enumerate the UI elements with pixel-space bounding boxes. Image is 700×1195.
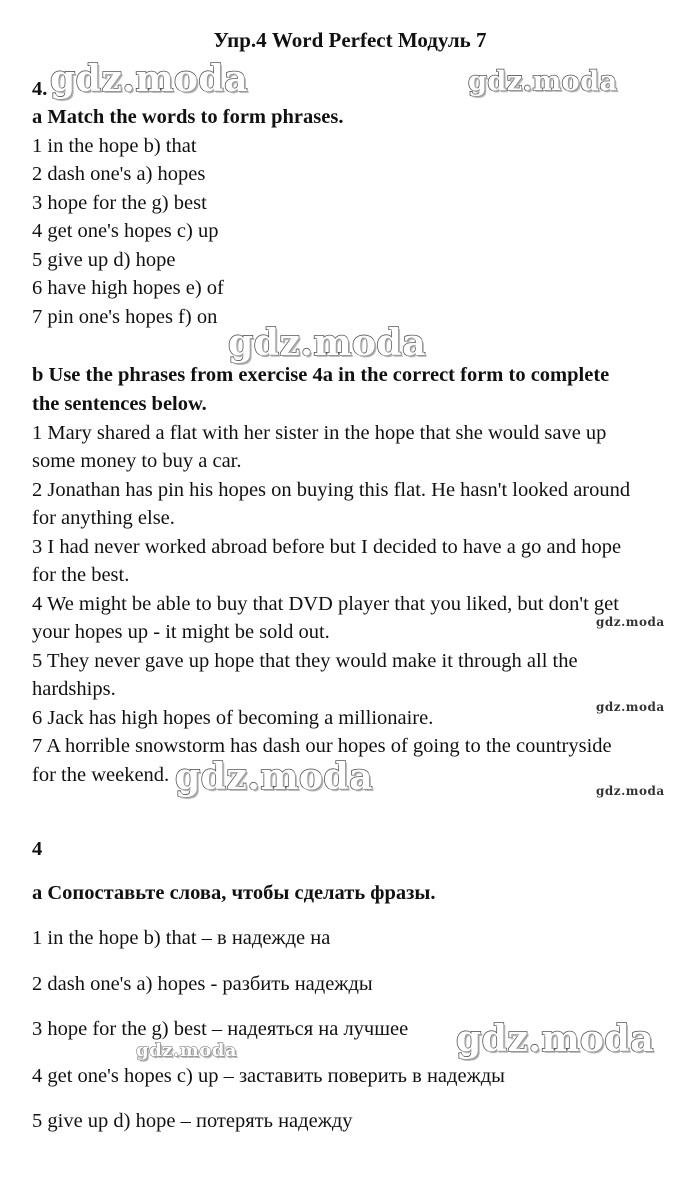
ru-part-a-heading: а Сопоставьте слова, чтобы сделать фразы. [32, 882, 436, 904]
sentence-line: 3 I had never worked abroad before but I decided to have a go and hope [32, 536, 622, 558]
ru-match-item: 5 give up d) hope – потерять надежду [32, 1110, 353, 1132]
match-item: 4 get one's hopes c) up [32, 220, 219, 242]
watermark: gdz.moda [175, 756, 373, 798]
sentence-line: for the best. [32, 564, 130, 586]
watermark: gdz.moda [136, 1040, 237, 1061]
match-item: 1 in the hope b) that [32, 135, 197, 157]
sentence-line: 4 We might be able to buy that DVD player that you liked, but don't get [32, 593, 619, 615]
match-item: 5 give up d) hope [32, 249, 176, 271]
watermark: gdz.moda [228, 322, 426, 364]
match-item: 6 have high hopes e) of [32, 277, 224, 299]
match-item: 3 hope for the g) best [32, 192, 207, 214]
exercise-number: 4. [32, 78, 48, 100]
watermark: gdz.moda [596, 784, 665, 798]
watermark: gdz.moda [596, 615, 665, 629]
sentence-line: 5 They never gave up hope that they would make it through all the [32, 650, 578, 672]
sentence-line: some money to buy a car. [32, 450, 242, 472]
watermark: gdz.moda [596, 700, 665, 714]
sentence-line: 6 Jack has high hopes of becoming a millionaire. [32, 707, 434, 729]
match-item: 7 pin one's hopes f) on [32, 306, 218, 328]
sentence-line: for the weekend. [32, 764, 170, 786]
ru-exercise-number: 4 [32, 838, 43, 860]
part-b-heading-continued: the sentences below. [32, 393, 207, 415]
sentence-line: 2 Jonathan has pin his hopes on buying this flat. He hasn't looked around [32, 479, 631, 501]
sentence-line: for anything else. [32, 507, 175, 529]
ru-match-item: 2 dash one's a) hopes - разбить надежды [32, 973, 373, 995]
sentence-line: 1 Mary shared a flat with her sister in the hope that she would save up [32, 422, 607, 444]
ru-match-item: 3 hope for the g) best – надеяться на лучшее [32, 1018, 409, 1040]
match-item: 2 dash one's a) hopes [32, 163, 206, 185]
part-a-heading: a Match the words to form phrases. [32, 106, 344, 128]
part-b-heading: b Use the phrases from exercise 4a in the correct form to complete [32, 364, 610, 386]
watermark: gdz.moda [468, 66, 618, 97]
sentence-line: 7 A horrible snowstorm has dash our hopes of going to the countryside [32, 735, 612, 757]
watermark: gdz.moda [456, 1018, 654, 1060]
ru-match-item: 1 in the hope b) that – в надежде на [32, 927, 331, 949]
watermark: gdz.moda [50, 58, 248, 100]
sentence-line: hardships. [32, 678, 116, 700]
sentence-line: your hopes up - it might be sold out. [32, 621, 330, 643]
ru-match-item: 4 get one's hopes c) up – заставить поверить в надежды [32, 1065, 505, 1087]
page-title: Упр.4 Word Perfect Модуль 7 [213, 28, 487, 52]
